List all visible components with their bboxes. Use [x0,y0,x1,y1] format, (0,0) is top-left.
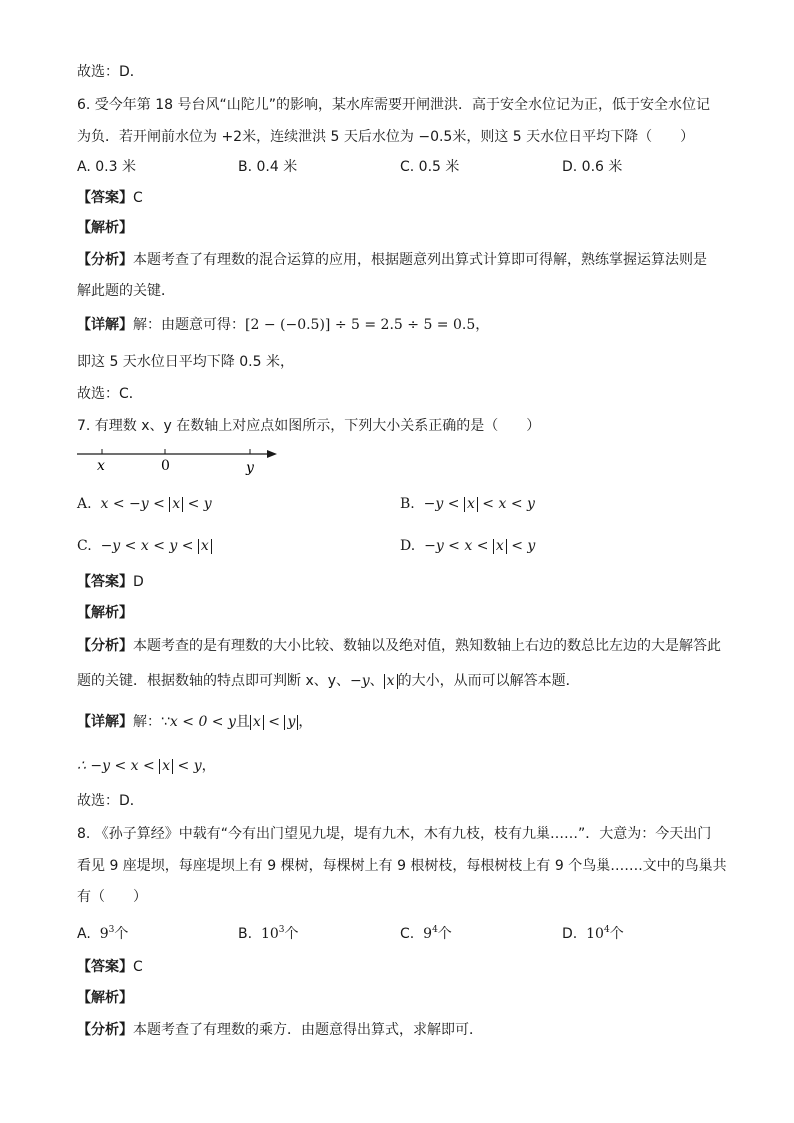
q8-answer [77,957,143,977]
option-base: 10 [586,926,604,942]
option-exp: 3 [278,925,285,935]
q8-option-c [400,920,452,944]
q7-detail-lt: < [263,714,285,730]
q7-answer-value: D [133,574,144,590]
option-unit: 个 [437,926,452,942]
option-label: A. [77,496,92,512]
fenxi-label: 【分析】 [77,252,133,268]
q6-analysis-heading: 【解析】 [77,220,133,236]
q7-fenxi-line2 [77,671,580,691]
q6-fenxi-line1 [77,250,707,270]
q8-analysis-heading: 【解析】 [77,990,133,1006]
q7-fenxi-text2b: 的大小，从而可以解答本题． [397,673,580,689]
q7-option-c [77,536,212,556]
option-expr: −y < x < y < [100,538,198,554]
option-label: C. [77,538,92,554]
option-unit: 个 [284,926,299,942]
option-expr-tail: < y [183,496,212,512]
option-expr-tail: < x < y [477,496,535,512]
q7-therefore [77,756,216,776]
abs-value [159,759,173,774]
abs-value [493,539,507,554]
q7-number-line [75,440,285,476]
q7-answer [77,572,144,592]
option-expr: −y < x < [424,538,493,554]
abs-var: x [466,496,475,512]
q6-detail-prefix: 解：由题意可得： [133,317,245,333]
label-x: x [97,458,105,474]
answer-label: 【答案】 [77,190,133,206]
option-base: 10 [260,926,279,942]
q8-option-a [77,920,128,944]
q8-stem-line3: 有（ ） [77,889,147,905]
q7-fenxi-sep: 、 [369,673,384,689]
q7-analysis-heading: 【解析】 [77,605,133,621]
option-expr-tail: < y [506,538,536,554]
option-unit: 个 [609,926,624,942]
q7-fenxi-text1: 本题考查的是有理数的大小比较、数轴以及绝对值，熟知数轴上右边的数总比左边的大是解答此 [133,638,721,654]
q6-answer-value: C [133,190,143,206]
q6-stem-line2: 为负．若开闸前水位为 +2米，连续泄洪 5 天后水位为 −0.5米，则这 5 天水位日平均下降（ ） [77,129,695,145]
q7-detail-comma: ， [298,714,313,730]
q6-conclusion: 即这 5 天水位日平均下降 0.5 米， [77,354,294,370]
q8-stem-line2: 看见 9 座堤坝，每座堤坝上有 9 棵树，每棵树上有 9 根树枝，每根树枝上有 9 个鸟巢…….文中的鸟巢共 [77,858,727,874]
abs-value [169,497,183,512]
option-label: D. [400,538,416,554]
q6-option-b: B. 0.4 米 [238,159,298,175]
q7-therefore-comma: ， [201,758,216,774]
option-label: B. [400,496,415,512]
q7-detail-ineq: x < 0 < y [169,714,236,730]
q6-choose: 故选：C． [77,386,143,402]
detail-label: 【详解】 [77,317,133,333]
q8-option-b [238,920,299,944]
option-label: D. [562,926,578,942]
number-line-arrow-icon [267,450,277,458]
q6-detail [77,315,489,335]
abs-value [198,539,212,554]
q7-option-b [400,494,535,514]
q6-detail-formula: [2 − (−0.5)] ÷ 5 = 2.5 ÷ 5 = 0.5 [245,317,476,333]
detail-label: 【详解】 [77,714,133,730]
q7-fenxi-neg-y: −y [350,673,370,689]
q7-detail-prefix: 解：∵ [133,714,170,730]
q7-fenxi-text2a: 题的关键．根据数轴的特点即可判断 x、y、 [77,673,351,689]
label-y: y [246,460,254,476]
abs-value [284,715,298,730]
q6-option-a: A. 0.3 米 [77,159,136,175]
q8-stem-line1: 8. 《孙子算经》中载有“今有出门望见九堤，堤有九木，木有九枝，枝有九巢……”．大意为：今天出门 [77,826,712,842]
fenxi-label: 【分析】 [77,638,133,654]
option-exp: 3 [108,925,115,935]
q7-therefore-expr: ∴ −y < x < [77,758,160,774]
option-label: B. [238,926,253,942]
abs-var: x [200,538,209,554]
answer-label: 【答案】 [77,574,133,590]
q8-fenxi [77,1020,483,1040]
option-exp: 4 [603,925,610,935]
option-unit: 个 [114,926,129,942]
option-expr: −y < [423,496,464,512]
label-0: 0 [161,458,170,474]
q6-option-d: D. 0.6 米 [562,159,623,175]
q6-stem-line1: 6. 受今年第 18 号台风“山陀儿”的影响，某水库需要开闸泄洪．高于安全水位记为正，低于安全水位记 [77,97,711,113]
q7-detail [77,712,312,732]
q7-option-d [400,536,535,556]
prev-choose: 故选：D． [77,64,144,80]
abs-var: x [495,538,504,554]
option-label: C. [400,926,415,942]
abs-value [464,497,478,512]
abs-var: x [386,673,395,689]
option-base: 9 [99,926,109,942]
q7-therefore-tail: < y [173,758,202,774]
abs-var: x [252,714,261,730]
option-exp: 4 [432,925,438,935]
q7-detail-and: 且 [235,714,250,730]
fenxi-label: 【分析】 [77,1022,133,1038]
q6-fenxi-text1: 本题考查了有理数的混合运算的应用，根据题意列出算式计算即可得解，熟练掌握运算法则是 [133,252,707,268]
q8-answer-value: C [133,959,143,975]
abs-value [384,674,398,689]
q7-fenxi-line1 [77,636,721,656]
abs-var: x [162,758,171,774]
q7-stem: 7. 有理数 x、y 在数轴上对应点如图所示，下列大小关系正确的是（ ） [77,418,541,434]
q7-choose: 故选：D． [77,793,144,809]
q6-fenxi-line2: 解此题的关键． [77,283,175,299]
q7-option-a [77,494,212,514]
option-expr: x < −y < [100,496,170,512]
option-label: A. [77,926,91,942]
q6-option-c: C. 0.5 米 [400,159,460,175]
abs-var: x [172,496,181,512]
q8-fenxi-text: 本题考查了有理数的乘方．由题意得出算式，求解即可． [133,1022,483,1038]
option-base: 9 [423,926,433,942]
q6-detail-comma: ， [475,317,490,333]
answer-label: 【答案】 [77,959,133,975]
q8-option-d [562,920,624,944]
q6-answer [77,188,143,208]
abs-var: y [287,714,296,730]
abs-value [250,715,264,730]
